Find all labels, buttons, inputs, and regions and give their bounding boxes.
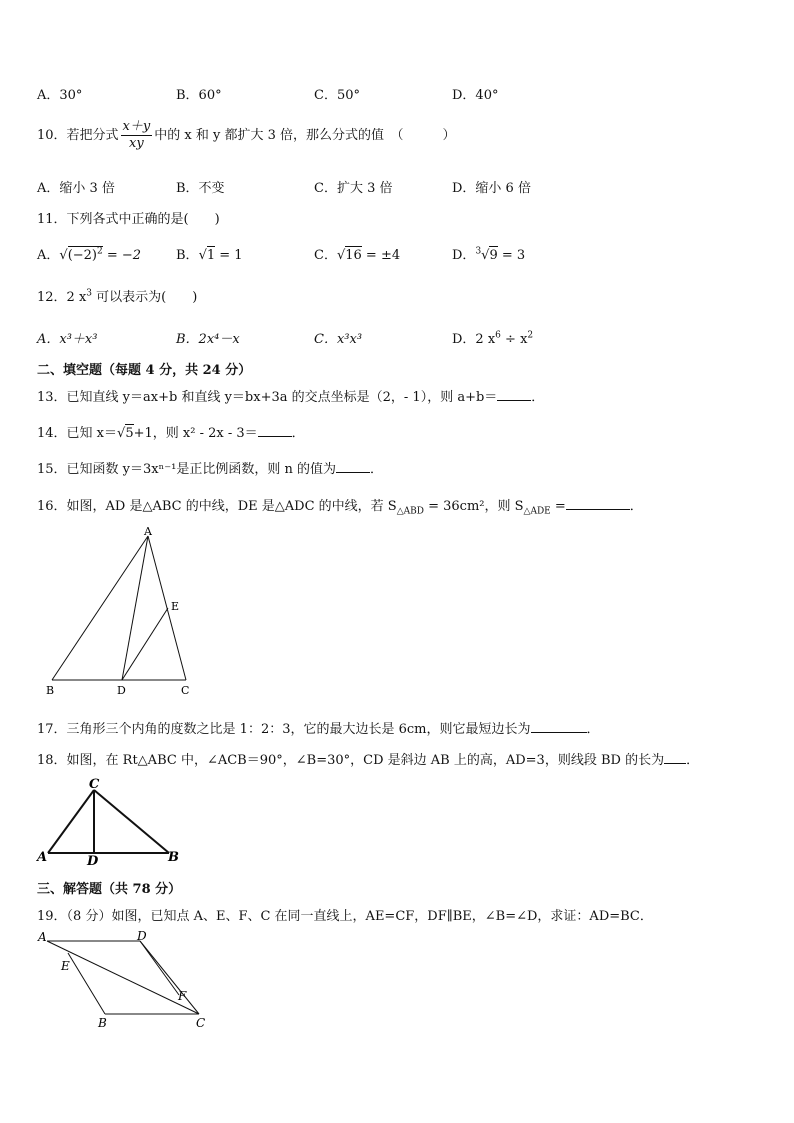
q18 bbox=[37, 749, 699, 768]
q14-text-b: +1，则 x² - 2x - 3＝ bbox=[133, 426, 258, 441]
q11-option-d bbox=[452, 244, 525, 263]
q16-subscript-ade: △ADE bbox=[523, 506, 551, 517]
figure-16-triangle bbox=[40, 526, 200, 698]
q15-period: ． bbox=[369, 462, 383, 477]
fig18-side-ac bbox=[48, 790, 94, 853]
q11-option-a bbox=[37, 244, 141, 263]
q15-text: 15．已知函数 y＝3xⁿ⁻¹是正比例函数，则 n 的值为 bbox=[37, 462, 336, 477]
q12-stem-exponent: 3 bbox=[86, 288, 93, 299]
q11-option-b-label: B． bbox=[176, 248, 199, 263]
q10-option-c: C．扩大 3 倍 bbox=[314, 181, 393, 196]
fig19-label-e: E bbox=[61, 959, 70, 973]
q10-numerator: x＋y bbox=[122, 119, 151, 134]
q16-text-c: = bbox=[550, 499, 566, 514]
q17-period: ． bbox=[586, 722, 600, 737]
q10-suffix: 中的 x 和 y 都扩大 3 倍，那么分式的值 （ ） bbox=[154, 128, 456, 143]
q10-option-a: A．缩小 3 倍 bbox=[37, 181, 115, 196]
q12-option-d-exp2: 2 bbox=[527, 330, 534, 341]
q11-option-a-exponent: 2 bbox=[97, 246, 103, 257]
fig16-label-b: B bbox=[46, 684, 55, 697]
q13-period: ． bbox=[531, 390, 545, 405]
q9-option-a: A．30° bbox=[37, 88, 83, 103]
q11-option-d-radicand: 9 bbox=[489, 248, 498, 263]
q11-stem: 11．下列各式中正确的是( ) bbox=[37, 212, 220, 227]
section-3-heading: 三、解答题（共 78 分） bbox=[37, 882, 182, 897]
fig19-segment-dc bbox=[140, 941, 199, 1014]
q13-answer-blank[interactable] bbox=[497, 388, 531, 401]
q18-text: 18．如图，在 Rt△ABC 中，∠ACB＝90°，∠B=30°，CD 是斜边 AB 上的高，AD=3，则线段 BD 的长为 bbox=[37, 753, 665, 768]
q12-option-c: C．x³x³ bbox=[314, 332, 363, 347]
q11-option-d-root-index: 3 bbox=[475, 246, 482, 257]
q9-option-b: B．60° bbox=[176, 88, 222, 103]
figure-18-right-triangle bbox=[34, 776, 184, 866]
q12-option-d-b: ÷ x bbox=[500, 332, 528, 347]
sqrt-icon: √ bbox=[336, 248, 346, 263]
fig19-label-b: B bbox=[98, 1016, 107, 1030]
fig16-label-c: C bbox=[181, 684, 190, 697]
fig16-label-a: A bbox=[144, 526, 152, 538]
fig16-side-ab bbox=[52, 536, 148, 680]
q12-option-a: A．x³＋x³ bbox=[37, 332, 98, 347]
q11-option-b-rhs: = 1 bbox=[215, 248, 243, 263]
q13-text: 13．已知直线 y＝ax+b 和直线 y＝bx+3a 的交点坐标是（2，- 1），则 a+b＝ bbox=[37, 390, 498, 405]
q11-option-d-label: D． bbox=[452, 248, 476, 263]
q13 bbox=[37, 386, 544, 405]
q12-option-b: B．2x⁴－x bbox=[176, 332, 240, 347]
q14-answer-blank[interactable] bbox=[258, 424, 292, 437]
q18-period: ． bbox=[686, 753, 700, 768]
sqrt-icon: √ bbox=[59, 248, 68, 263]
q10-denominator: xy bbox=[129, 136, 144, 151]
section-2-heading: 二、填空题（每题 4 分，共 24 分） bbox=[37, 363, 252, 378]
sqrt-icon: √ bbox=[198, 248, 207, 263]
q10-fraction bbox=[121, 119, 153, 152]
fig16-label-d: D bbox=[117, 684, 126, 697]
fig16-side-ac bbox=[148, 536, 186, 680]
q10-option-d: D．缩小 6 倍 bbox=[452, 181, 531, 196]
q16-text-a: 16．如图，AD 是△ABC 的中线，DE 是△ADC 的中线，若 S bbox=[37, 499, 397, 514]
q11-option-a-expr: (−2) bbox=[67, 248, 97, 263]
q11-option-b-radicand: 1 bbox=[206, 248, 216, 263]
fig19-segment-df bbox=[140, 941, 179, 995]
fig18-side-bc bbox=[94, 790, 169, 853]
fig18-label-a: A bbox=[37, 850, 48, 865]
q11-option-c bbox=[314, 244, 400, 263]
q19: 19．（8 分）如图，已知点 A、E、F、C 在同一直线上，AE=CF，DF∥BE，∠B=∠D，求证：AD=BC． bbox=[37, 909, 653, 924]
q12-stem-b: 可以表示为( ) bbox=[92, 290, 198, 305]
q18-answer-blank[interactable] bbox=[664, 751, 686, 764]
q11-option-a-label: A． bbox=[37, 248, 60, 263]
q15-answer-blank[interactable] bbox=[336, 460, 370, 473]
q16 bbox=[37, 495, 643, 517]
q15 bbox=[37, 458, 383, 477]
q16-text-b: = 36cm²，则 S bbox=[423, 499, 524, 514]
fig19-label-f: F bbox=[178, 989, 187, 1003]
q10-stem bbox=[37, 119, 455, 152]
fig16-median-ad bbox=[122, 536, 148, 680]
q14-radicand: 5 bbox=[125, 426, 134, 441]
q14-text-a: 14．已知 x＝ bbox=[37, 426, 118, 441]
q17 bbox=[37, 718, 600, 737]
fig19-segment-be bbox=[68, 953, 105, 1014]
q9-option-c: C．50° bbox=[314, 88, 360, 103]
fig18-label-b: B bbox=[168, 850, 179, 865]
q11-option-b bbox=[176, 244, 243, 263]
q12-stem-a: 12．2 x bbox=[37, 290, 87, 305]
q14 bbox=[37, 422, 305, 441]
fig19-label-c: C bbox=[196, 1016, 206, 1030]
fig16-label-e: E bbox=[171, 600, 180, 613]
q11-option-a-rhs: = −2 bbox=[102, 248, 142, 263]
q10-option-b: B．不变 bbox=[176, 181, 225, 196]
figure-19-parallelogram bbox=[34, 928, 214, 1032]
sqrt-icon: √ bbox=[481, 248, 490, 263]
q11-option-c-rhs: = ±4 bbox=[361, 248, 401, 263]
q16-answer-blank[interactable] bbox=[566, 497, 630, 510]
q12-stem bbox=[37, 286, 197, 305]
q11-option-c-label: C． bbox=[314, 248, 337, 263]
q10-prefix: 10．若把分式 bbox=[37, 128, 119, 143]
q11-option-c-radicand: 16 bbox=[345, 248, 362, 263]
sqrt-icon: √ bbox=[117, 426, 126, 441]
q14-period: ． bbox=[291, 426, 305, 441]
q12-option-d-exp1: 6 bbox=[495, 330, 501, 341]
fig18-label-d: D bbox=[87, 854, 99, 866]
q17-text: 17．三角形三个内角的度数之比是 1：2：3，它的最大边长是 6cm，则它最短边长为 bbox=[37, 722, 531, 737]
fig19-segment-ac bbox=[47, 941, 199, 1014]
q12-option-d-a: D．2 x bbox=[452, 332, 496, 347]
q9-option-d: D．40° bbox=[452, 88, 499, 103]
q17-answer-blank[interactable] bbox=[531, 720, 587, 733]
q12-option-d bbox=[452, 328, 533, 347]
fig19-label-d: D bbox=[137, 929, 147, 943]
fig18-label-c: C bbox=[89, 777, 100, 792]
q16-subscript-abd: △ABD bbox=[396, 506, 424, 517]
q11-option-d-rhs: = 3 bbox=[497, 248, 526, 263]
fig19-label-a: A bbox=[38, 930, 47, 944]
q11-option-a-radicand bbox=[68, 246, 103, 263]
q16-period: ． bbox=[629, 499, 643, 514]
